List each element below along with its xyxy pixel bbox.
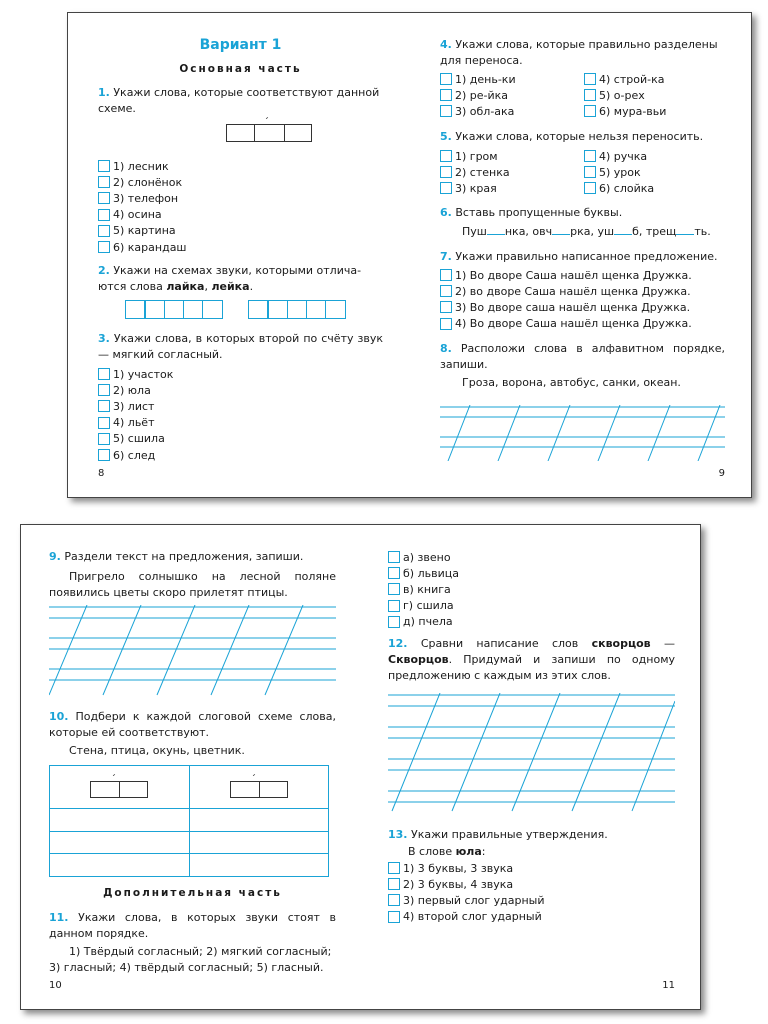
question-13-lead: В слове юла: — [408, 845, 486, 858]
checkbox[interactable] — [388, 583, 400, 595]
checkbox[interactable] — [98, 368, 110, 380]
checkbox[interactable] — [98, 449, 110, 461]
option-6[interactable]: 6) след — [98, 447, 173, 463]
word-skvortsov-capital: Скворцов — [388, 653, 449, 666]
option-1[interactable]: 1) Во дворе Саша нашёл щенка Дружка. — [440, 267, 692, 283]
checkbox[interactable] — [440, 150, 452, 162]
checkbox[interactable] — [440, 105, 452, 117]
question-7-number: 7. — [440, 250, 452, 263]
question-1-text: Укажи слова, которые соответствуют данной схеме. — [98, 86, 380, 115]
checkbox[interactable] — [440, 89, 452, 101]
option-6[interactable]: 6) слойка — [584, 180, 654, 196]
page-number: 11 — [662, 980, 675, 991]
syllable-scheme — [226, 117, 312, 142]
writing-lines[interactable] — [440, 405, 725, 461]
checkbox[interactable] — [98, 176, 110, 188]
option-3[interactable]: 3) Во дворе саша нашёл щенка Дружка. — [440, 299, 692, 315]
variant-title: Вариант 1 — [199, 37, 282, 53]
word-laika: лайка — [166, 280, 205, 293]
checkbox[interactable] — [388, 862, 400, 874]
checkbox[interactable] — [388, 600, 400, 612]
question-7-options — [440, 267, 692, 332]
option-4[interactable]: 4) осина — [98, 207, 187, 223]
question-9-number: 9. — [49, 550, 61, 563]
question-8-text: Расположи слова в алфавитном порядке, запиши. — [440, 342, 725, 371]
question-3-options — [98, 366, 173, 463]
checkbox[interactable] — [440, 182, 452, 194]
checkbox[interactable] — [440, 166, 452, 178]
question-10-text: Подбери к каждой слоговой схеме слова, которые ей соответствуют. — [49, 710, 336, 739]
spread-pages-8-9 — [67, 12, 752, 498]
word-leika: лейка — [211, 280, 250, 293]
checkbox[interactable] — [584, 182, 596, 194]
question-13-number: 13. — [388, 828, 408, 841]
accent-mark: ´ — [251, 774, 256, 785]
word-yula: юла — [455, 845, 482, 858]
checkbox[interactable] — [98, 433, 110, 445]
checkbox[interactable] — [584, 73, 596, 85]
question-11 — [49, 910, 336, 942]
checkbox[interactable] — [584, 105, 596, 117]
sound-scheme-laika[interactable] — [125, 300, 222, 319]
question-5-options-left — [440, 148, 510, 197]
question-7 — [440, 249, 725, 265]
option-1[interactable]: 1) 3 буквы, 3 звука — [388, 860, 545, 876]
question-6-words: Пуш нка, овч рка, уш б, трещ ть. — [462, 225, 711, 238]
question-13 — [388, 827, 675, 843]
checkbox[interactable] — [388, 616, 400, 628]
option-3[interactable]: 3) лист — [98, 398, 173, 414]
blank-field[interactable] — [614, 224, 632, 235]
option-4[interactable]: 4) ручка — [584, 148, 654, 164]
question-11-number: 11. — [49, 911, 69, 924]
option-d[interactable]: г) сшила — [388, 598, 459, 614]
question-10 — [49, 709, 336, 741]
checkbox[interactable] — [98, 417, 110, 429]
option-4[interactable]: 4) льёт — [98, 415, 173, 431]
question-5-number: 5. — [440, 130, 452, 143]
writing-lines[interactable] — [49, 605, 336, 697]
question-9-body: Пригрело солнышко на лесной поляне появились цветы скоро прилетят птицы. — [49, 570, 336, 599]
checkbox[interactable] — [98, 192, 110, 204]
question-2-number: 2. — [98, 264, 110, 277]
page-8 — [98, 13, 383, 497]
page-9 — [440, 13, 725, 497]
option-6[interactable]: 6) карандаш — [98, 239, 187, 255]
question-6 — [440, 205, 725, 221]
option-4[interactable]: 4) второй слог ударный — [388, 909, 545, 925]
question-9-text: Раздели текст на предложения, запиши. — [64, 550, 304, 563]
option-5[interactable]: 5) картина — [98, 223, 187, 239]
question-9 — [49, 549, 336, 565]
question-6-text: Вставь пропущенные буквы. — [455, 206, 623, 219]
question-3-number: 3. — [98, 332, 110, 345]
question-4-options-left — [440, 71, 516, 120]
blank-field[interactable] — [676, 224, 694, 235]
question-3-text: Укажи слова, в которых второй по счёту звук — мягкий согласный. — [98, 332, 383, 361]
section-additional: Дополнительная часть — [103, 887, 282, 899]
checkbox[interactable] — [584, 150, 596, 162]
checkbox[interactable] — [98, 400, 110, 412]
question-10-words: Стена, птица, окунь, цветник. — [69, 744, 245, 757]
checkbox[interactable] — [440, 269, 452, 281]
option-3[interactable]: 3) первый слог ударный — [388, 892, 545, 908]
checkbox[interactable] — [388, 551, 400, 563]
option-3[interactable]: 3) телефон — [98, 190, 187, 206]
question-12-number: 12. — [388, 637, 408, 650]
question-4-options-right — [584, 71, 666, 120]
question-4-text: Укажи слова, которые правильно разделены для переноса. — [440, 38, 718, 67]
checkbox[interactable] — [584, 89, 596, 101]
option-4[interactable]: 4) строй-ка — [584, 71, 666, 87]
question-5-options-right — [584, 148, 654, 197]
question-10-number: 10. — [49, 710, 69, 723]
option-4[interactable]: 4) Во дворе Саша нашёл щенка Дружка. — [440, 316, 692, 332]
question-4-number: 4. — [440, 38, 452, 51]
option-5[interactable]: 5) урок — [584, 164, 654, 180]
checkbox[interactable] — [388, 911, 400, 923]
question-6-number: 6. — [440, 206, 452, 219]
question-8-words: Гроза, ворона, автобус, санки, океан. — [462, 376, 681, 389]
checkbox[interactable] — [388, 567, 400, 579]
sound-scheme-leika[interactable] — [248, 300, 345, 319]
question-7-text: Укажи правильно написанное предложение. — [455, 250, 718, 263]
spread-pages-10-11 — [20, 524, 701, 1010]
blank-field[interactable] — [552, 224, 570, 235]
question-5 — [440, 129, 725, 145]
page-number: 8 — [98, 468, 105, 479]
checkbox[interactable] — [98, 241, 110, 253]
question-5-text: Укажи слова, которые нельзя переносить. — [455, 130, 704, 143]
option-c[interactable]: в) книга — [388, 581, 459, 597]
page-10 — [49, 525, 336, 1009]
checkbox[interactable] — [440, 285, 452, 297]
option-b[interactable]: б) львица — [388, 565, 459, 581]
question-12: 12. Сравни написание слов скворцов — Скворцов. Придумай и запиши по одному предложению с каждым из этих слов. — [388, 637, 676, 682]
checkbox[interactable] — [584, 166, 596, 178]
option-2[interactable]: 2) слонёнок — [98, 174, 187, 190]
question-4 — [440, 37, 725, 69]
checkbox[interactable] — [98, 160, 110, 172]
blank-field[interactable] — [487, 224, 505, 235]
option-2[interactable]: 2) стенка — [440, 164, 510, 180]
option-3[interactable]: 3) края — [440, 180, 510, 196]
section-main: Основная часть — [179, 63, 302, 75]
option-5[interactable]: 5) о-рех — [584, 87, 666, 103]
option-2[interactable]: 2) 3 буквы, 4 звука — [388, 876, 545, 892]
option-2[interactable]: 2) во дворе Саша нашёл щенка Дружка. — [440, 283, 692, 299]
question-11-options — [388, 549, 459, 630]
page-number: 9 — [718, 468, 725, 479]
option-6[interactable]: 6) мура-вьи — [584, 103, 666, 119]
option-a[interactable]: а) звено — [388, 549, 459, 565]
question-3 — [98, 331, 383, 363]
question-1-options — [98, 158, 187, 255]
option-1[interactable]: 1) лесник — [98, 158, 187, 174]
option-1[interactable]: 1) гром — [440, 148, 510, 164]
checkbox[interactable] — [440, 301, 452, 313]
option-1[interactable]: 1) участок — [98, 366, 173, 382]
checkbox[interactable] — [98, 384, 110, 396]
page-number: 10 — [49, 980, 62, 991]
question-11-text: Укажи слова, в которых звуки стоят в данном порядке. — [49, 911, 337, 940]
answer-table[interactable] — [49, 765, 329, 877]
checkbox[interactable] — [98, 225, 110, 237]
checkbox[interactable] — [440, 73, 452, 85]
checkbox[interactable] — [388, 878, 400, 890]
option-3[interactable]: 3) обл-ака — [440, 103, 516, 119]
option-2[interactable]: 2) ре-йка — [440, 87, 516, 103]
word-skvortsov: скворцов — [591, 637, 651, 650]
question-8-number: 8. — [440, 342, 452, 355]
checkbox[interactable] — [440, 318, 452, 330]
question-11-body-b: 3) гласный; 4) твёрдый согласный; 5) гласный. — [49, 961, 324, 974]
option-e[interactable]: д) пчела — [388, 614, 459, 630]
writing-lines[interactable] — [388, 693, 675, 813]
accent-mark: ´ — [111, 774, 116, 785]
option-5[interactable]: 5) сшила — [98, 431, 173, 447]
option-2[interactable]: 2) юла — [98, 382, 173, 398]
question-8 — [440, 341, 725, 373]
accent-mark: ´ — [264, 117, 269, 128]
page-11 — [388, 525, 675, 1009]
question-1-number: 1. — [98, 86, 110, 99]
question-1 — [98, 85, 383, 117]
syllable-scheme — [90, 774, 148, 798]
question-11-body-a: 1) Твёрдый согласный; 2) мягкий согласный; — [69, 945, 332, 958]
checkbox[interactable] — [98, 209, 110, 221]
question-13-text: Укажи правильные утверждения. — [411, 828, 608, 841]
question-2: 2. Укажи на схемах звуки, которыми отлича- ются слова лайка, лейка. — [98, 264, 362, 293]
question-13-options — [388, 860, 545, 925]
syllable-scheme — [230, 774, 288, 798]
option-1[interactable]: 1) день-ки — [440, 71, 516, 87]
checkbox[interactable] — [388, 894, 400, 906]
